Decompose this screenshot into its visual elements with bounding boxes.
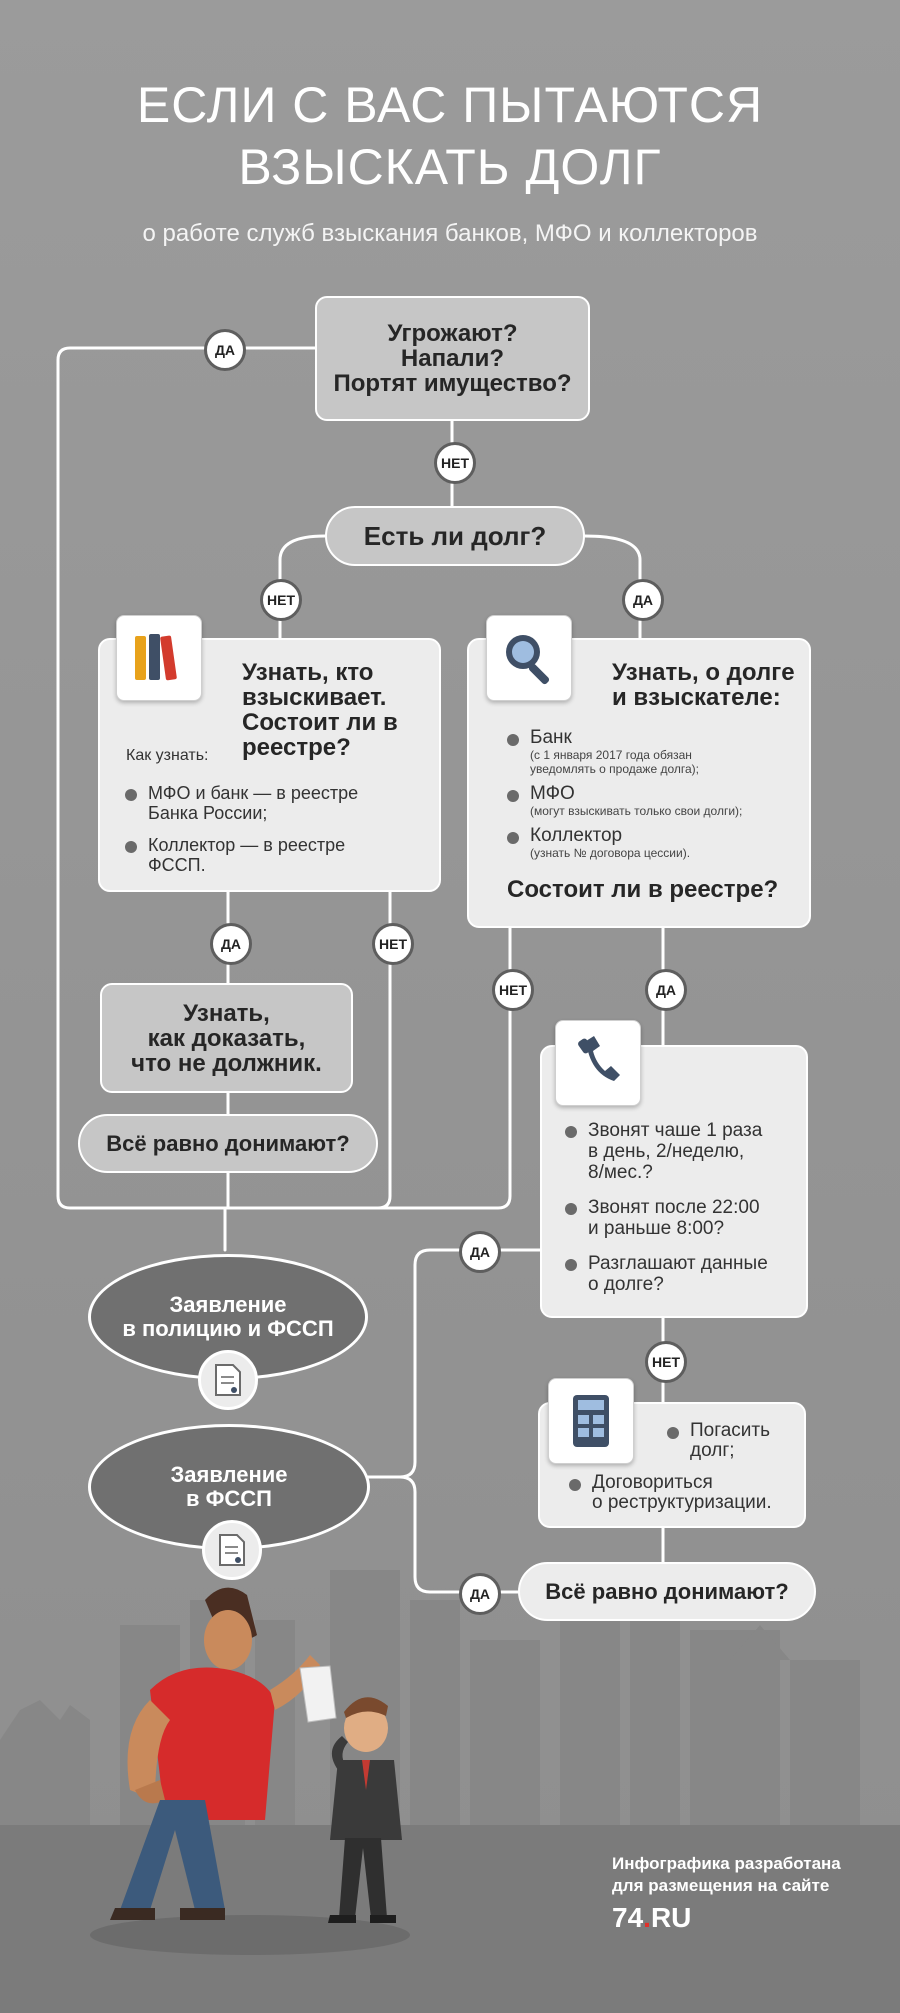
who-item-1-line-2: Банка России; [148, 803, 268, 823]
yes-badge: ДА [645, 969, 687, 1011]
no-badge: НЕТ [260, 579, 302, 621]
calls-item-3-line-1: Разглашают данные [588, 1253, 768, 1274]
calls-item-1-line-1: Звонят чаше 1 раза [588, 1120, 763, 1141]
no-badge: НЕТ [645, 1341, 687, 1383]
police-line-2: в полицию и ФССП [122, 1316, 334, 1341]
threat-line-3: Портят имущество? [333, 370, 572, 397]
who-heading-line-1: Узнать, кто [242, 659, 374, 686]
pay-item-1-line-2: долг; [690, 1440, 735, 1461]
prove-line-3: что не должник. [131, 1049, 322, 1077]
yes-badge: ДА [622, 579, 664, 621]
who-item-2-line-1: Коллектор — в реестре [148, 835, 346, 855]
subtitle: о работе служб взыскания банков, МФО и коллекторов [142, 220, 758, 247]
pay-item-2-line-1: Договориться [592, 1472, 713, 1493]
bank-label: Банк [530, 727, 572, 748]
logo-suffix: RU [650, 1902, 692, 1933]
calls-item-2-line-2: и раньше 8:00? [588, 1218, 725, 1239]
mfo-note: (могут взыскивать только свои долги); [530, 804, 743, 818]
no-badge: НЕТ [434, 442, 476, 484]
credit-text [612, 1853, 841, 1897]
logo-number: 74 [612, 1902, 644, 1933]
threat-line-2: Напали? [400, 345, 505, 372]
prove-line-1: Узнать, [183, 999, 270, 1027]
who-heading-line-2: взыскивает. [242, 684, 387, 711]
title-line-2: ВЗЫСКАТЬ ДОЛГ [238, 139, 662, 195]
debt-question-pill: Есть ли долг? [325, 506, 585, 566]
calls-item-1-line-3: 8/мес.? [588, 1162, 653, 1183]
title-line-1: ЕСЛИ С ВАС ПЫТАЮТСЯ [136, 77, 764, 133]
who-item-1-line-1: МФО и банк — в реестре [148, 783, 359, 803]
still-bothering-pill-right: Всё равно донимают? [518, 1562, 816, 1621]
calls-item-3-line-2: о долге? [588, 1274, 664, 1295]
credit-line-2: для размещения на сайте [612, 1876, 830, 1895]
who-heading-line-3: Состоит ли в [242, 709, 398, 736]
police-line-1: Заявление [169, 1292, 287, 1317]
bank-note-line-2: уведомлять о продаже долга); [530, 762, 699, 776]
site-logo[interactable] [612, 1902, 691, 1934]
prove-line-2: как доказать, [147, 1024, 306, 1052]
registry-question: Состоит ли в реестре? [507, 876, 779, 903]
no-badge: НЕТ [372, 923, 414, 965]
yes-badge: ДА [459, 1231, 501, 1273]
debt-heading-line-2: и взыскателе: [612, 684, 781, 711]
who-heading-line-4: реестре? [242, 734, 351, 761]
threat-line-1: Угрожают? [387, 320, 518, 347]
yes-badge: ДА [204, 329, 246, 371]
mfo-label: МФО [530, 783, 575, 804]
collector-label: Коллектор [530, 825, 623, 846]
who-item-2-line-2: ФССП. [148, 855, 206, 875]
calls-item-2-line-1: Звонят после 22:00 [588, 1197, 760, 1218]
still-bothering-pill-left: Всё равно донимают? [78, 1114, 378, 1173]
pay-item-1-line-1: Погасить [690, 1420, 771, 1441]
fssp-line-1: Заявление [170, 1462, 288, 1487]
debt-heading-line-1: Узнать, о долге [612, 659, 795, 686]
logo-dot: . [643, 1902, 651, 1933]
fssp-line-2: в ФССП [185, 1486, 272, 1511]
bank-note-line-1: (с 1 января 2017 года обязан [530, 748, 692, 762]
no-badge: НЕТ [492, 969, 534, 1011]
yes-badge: ДА [210, 923, 252, 965]
collector-note: (узнать № договора цессии). [530, 846, 691, 860]
yes-badge: ДА [459, 1573, 501, 1615]
how-to-find-label: Как узнать: [126, 747, 209, 764]
calls-item-1-line-2: в день, 2/неделю, [588, 1141, 745, 1162]
credit-line-1: Инфографика разработана [612, 1854, 841, 1873]
pay-item-2-line-2: о реструктуризации. [592, 1492, 772, 1513]
